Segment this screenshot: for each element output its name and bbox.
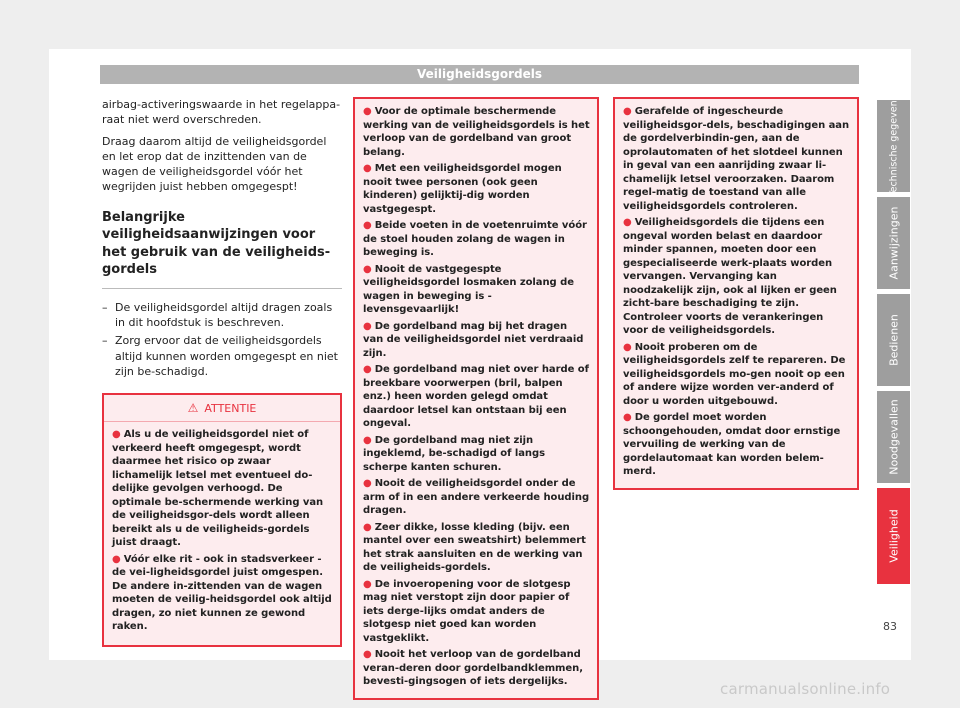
warning-continuation-box xyxy=(353,97,599,700)
bullet-icon: ● xyxy=(363,649,372,660)
safety-item xyxy=(363,434,590,475)
bullet-icon: ● xyxy=(363,320,372,332)
page-header: Veiligheidsgordels xyxy=(100,65,859,84)
bullet-icon: ● xyxy=(363,521,372,533)
bullet-icon: ● xyxy=(363,220,372,231)
bullet-icon: ● xyxy=(363,106,372,117)
bullet-icon: ● xyxy=(623,217,632,228)
bullet-icon: ● xyxy=(363,478,372,489)
bullet-icon: ● xyxy=(112,429,121,441)
section-heading: Belangrijke veiligheidsaanwijzingen voor het gebruik van de veiligheids-gordels xyxy=(102,209,331,278)
heading-divider xyxy=(102,288,342,289)
warning-item-text: Als u de veiligheidsgordel niet of verkeerd heeft omgegespt, wordt daarmee het risico op zwaar lichamelijk letsel met eventueel do-delijke gevolgen verhoogd. De optimale be-schermende werking van de veiligheidsgor-dels wordt alleen bereikt als u de veiligheids-gordels juist draagt. xyxy=(112,429,324,549)
safety-item xyxy=(363,320,590,361)
tab-technische-gegevens[interactable] xyxy=(877,95,910,197)
tab-label: Bedienen xyxy=(887,314,900,366)
dash-item-text: De veiligheidsgordel altijd dragen zoals in dit hoofdstuk is beschreven. xyxy=(115,300,333,330)
bullet-icon: ● xyxy=(623,412,632,423)
tab-label: Noodgevallen xyxy=(887,399,900,475)
dash-icon: – xyxy=(102,300,108,314)
page-number: 83 xyxy=(883,620,897,633)
safety-item xyxy=(623,216,850,338)
middle-column xyxy=(353,97,599,700)
bullet-icon: ● xyxy=(363,578,372,590)
safety-item xyxy=(363,263,590,317)
intro-paragraph-2: Draag daarom altijd de veiligheidsgordel en let erop dat de inzittenden van de wagen de veiligheidsgordel vóór het wegrijden juist hebben omgegespt! xyxy=(102,134,327,194)
safety-item xyxy=(363,648,590,689)
safety-item xyxy=(623,105,850,213)
safety-item xyxy=(623,411,850,479)
intro-paragraph-1: airbag-activeringswaarde in het regelappa-raat niet werd overschreden. xyxy=(102,98,341,127)
safety-item-text: Voor de optimale beschermende werking van de veiligheidsgordels is het verloop van de gordelband van groot belang. xyxy=(363,106,590,158)
safety-item xyxy=(363,578,590,646)
warning-box xyxy=(102,393,342,647)
safety-item xyxy=(363,105,590,159)
safety-item-text: De gordel moet worden schoongehouden, omdat door ernstige vervuiling de werking van de gordelautomaat kan worden belem-merd. xyxy=(623,412,841,477)
tab-aanwijzingen[interactable] xyxy=(877,197,910,289)
bullet-icon: ● xyxy=(363,163,372,174)
warning-header xyxy=(104,395,340,422)
warning-list xyxy=(112,428,332,634)
safety-item-text: De invoeropening voor de slotgesp mag niet verstopt zijn door papier of iets derge-lijks omdat anders de slotgesp niet goed kan worden vastgeklikt. xyxy=(363,578,571,644)
safety-item-text: De gordelband mag niet zijn ingeklemd, be-schadigd of langs scherpe kanten schuren. xyxy=(363,434,545,473)
tab-label: Technische gegevens xyxy=(888,95,899,197)
safety-item-text: De gordelband mag bij het dragen van de veiligheidsgordel niet verdraaid zijn. xyxy=(363,320,584,359)
bullet-icon: ● xyxy=(623,106,632,117)
safety-item-text: Nooit de vastgegespte veiligheidsgordel losmaken zolang de wagen in beweging is - levensgevaarlijk! xyxy=(363,263,574,315)
dash-icon: – xyxy=(102,334,108,348)
safety-item-text: Nooit proberen om de veiligheidsgordels zelf te repareren. De veiligheidsgordels mo-gen nooit op een of andere wijze worden ver-anderd of door u worden uitgebouwd. xyxy=(623,341,846,407)
safety-item-text: De gordelband mag niet over harde of breekbare voorwerpen (bril, balpen enz.) heen worden gelegd omdat daardoor letsel kan ontstaan bij een ongeval. xyxy=(363,364,589,429)
tab-bedienen[interactable] xyxy=(877,294,910,386)
safety-item xyxy=(363,162,590,216)
left-column xyxy=(102,97,342,647)
safety-item xyxy=(623,341,850,409)
bullet-icon: ● xyxy=(363,364,372,375)
safety-item-text: Veiligheidsgordels die tijdens een ongeval worden belast en daardoor minder spannen, moeten door een gespecialiseerde werk-plaats worden vervangen. Vervanging kan noodzakelijk zijn, ook al lijken er geen zicht-bare beschadiging te zijn. Controleer voorts de verankeringen voor de veiligheidsgordels. xyxy=(623,217,837,336)
bullet-icon: ● xyxy=(363,434,372,446)
safety-item-text: Nooit het verloop van de gordelband veran-deren door gordelbandklemmen, bevesti-gingsogen of iets dergelijks. xyxy=(363,649,583,687)
warning-title: ATTENTIE xyxy=(204,402,257,416)
safety-item-text: Met een veiligheidsgordel mogen nooit twee personen (ook geen kinderen) gelijktij-dig worden vastgegespt. xyxy=(363,163,562,215)
tab-label: Aanwijzingen xyxy=(887,206,900,280)
safety-list xyxy=(363,105,590,689)
right-column xyxy=(613,97,859,490)
tab-veiligheid[interactable] xyxy=(877,488,910,584)
manual-page xyxy=(49,49,911,687)
safety-item xyxy=(363,521,590,575)
safety-item-text: Gerafelde of ingescheurde veiligheidsgor-dels, beschadigingen aan de gordelverbindin-gen, aan de oprolautomaten of het slotdeel kunnen in geval van een aanrijding zwaar li-chamelijk letsel veroorzaken. Daarom regel-matig de toestand van alle veiligheidsgordels controleren. xyxy=(623,106,850,212)
safety-item xyxy=(363,219,590,260)
warning-item xyxy=(112,553,332,634)
warning-continuation-box xyxy=(613,97,859,490)
bullet-icon: ● xyxy=(112,553,121,565)
bullet-icon: ● xyxy=(363,263,372,275)
dash-item xyxy=(102,300,342,331)
watermark: carmanualsonline.info xyxy=(720,680,891,698)
warning-triangle-icon: ⚠ xyxy=(187,401,199,416)
safety-item-text: Nooit de veiligheidsgordel onder de arm of in een andere verkeerde houding dragen. xyxy=(363,478,590,516)
warning-item xyxy=(112,428,332,550)
safety-item xyxy=(363,363,590,431)
safety-item-text: Zeer dikke, losse kleding (bijv. een mantel over een sweatshirt) belemmert het strak aansluiten en de werking van de veiligheids-gordels. xyxy=(363,521,586,573)
safety-list xyxy=(623,105,850,479)
dash-item-text: Zorg ervoor dat de veiligheidsgordels altijd kunnen worden omgegespt en niet zijn be-schadigd. xyxy=(115,334,338,378)
tab-label: Veiligheid xyxy=(887,509,900,563)
tab-noodgevallen[interactable] xyxy=(877,391,910,483)
warning-item-text: Vóór elke rit - ook in stadsverkeer - de vei-ligheidsgordel juist omgespen. De andere in-zittenden van de wagen moeten de veilig-heidsgordel ook altijd dragen, zo niet kunnen ze gewond raken. xyxy=(112,553,332,633)
bullet-icon: ● xyxy=(623,341,632,353)
safety-item-text: Beide voeten in de voetenruimte vóór de stoel houden zolang de wagen in beweging is. xyxy=(363,220,587,258)
dash-list xyxy=(102,300,342,379)
dash-item xyxy=(102,333,342,379)
safety-item xyxy=(363,477,590,518)
